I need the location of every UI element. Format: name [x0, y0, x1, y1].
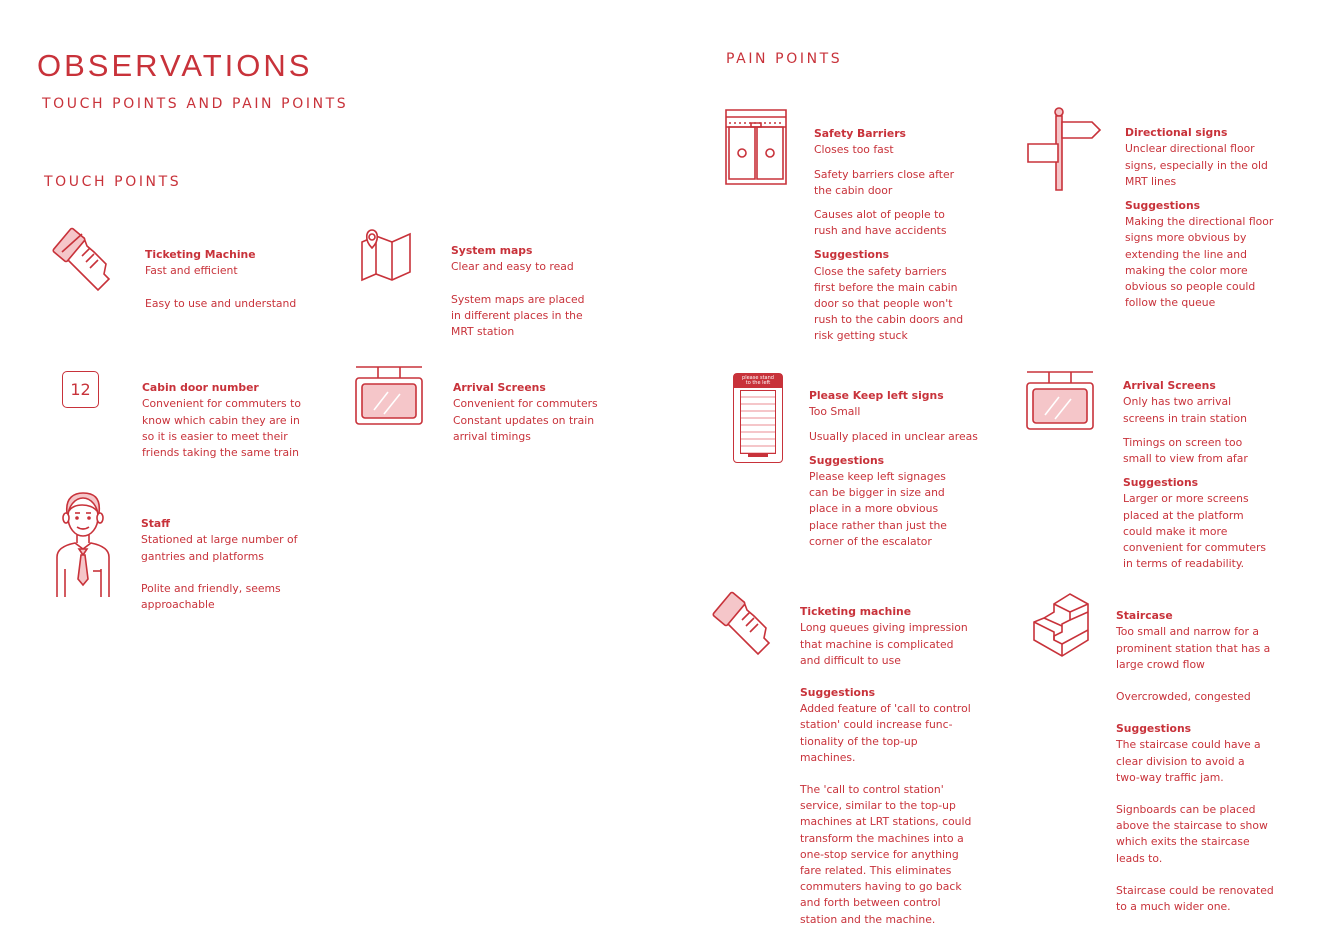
- pain-directional-sugg: Suggestions: [1125, 199, 1201, 213]
- touch-maps-text: [451, 227, 585, 340]
- pain-staircase-sugg-body: The staircase could have a clear division to avoid a two-way traffic jam.: [1116, 738, 1261, 784]
- pain-ticketing-p1: Long queues giving impression that machine is complicated and difficult to use: [800, 621, 968, 667]
- pain-arrival-sugg: Suggestions: [1123, 476, 1199, 490]
- pain-staircase-sugg-body3: Staircase could be renovated to a much wider one.: [1116, 883, 1274, 914]
- pain-arrival-title: Arrival Screens: [1123, 379, 1216, 393]
- escalator-steps: [740, 390, 776, 454]
- pain-ticketing-text: [800, 588, 971, 928]
- pain-keepleft-p2: Usually placed in unclear areas: [809, 429, 978, 443]
- pain-keepleft-sugg-body: Please keep left signages can be bigger in size and place in a more obvious place rather than just the corner of the escalator: [809, 470, 947, 548]
- signpost-icon: [1026, 106, 1102, 190]
- touch-cabin-title: Cabin door number: [142, 381, 259, 395]
- pain-keepleft-title: Please Keep left signs: [809, 389, 944, 403]
- pain-directional-sugg-body: Making the directional floor signs more obvious by extending the line and making the color more obvious so people could follow the queue: [1125, 215, 1274, 310]
- touch-cabin-text: [142, 364, 301, 461]
- pain-ticketing-sugg: Suggestions: [800, 686, 876, 700]
- safety-barrier-icon: [725, 109, 787, 185]
- keep-left-sign-icon: [733, 373, 783, 463]
- pain-staircase-p2: Overcrowded, congested: [1116, 690, 1251, 704]
- pain-safety-sugg-body: Close the safety barriers first before the main cabin door so that people won't rush to the cabin doors and risk getting stuck: [814, 264, 964, 343]
- touch-ticketing-text: [145, 231, 296, 312]
- page-title: OBSERVATIONS: [37, 48, 313, 83]
- touch-arrival-text: [453, 364, 598, 445]
- touch-staff-title: Staff: [141, 517, 170, 531]
- pain-safety-title: Safety Barriers: [814, 127, 906, 141]
- touch-arrival-title: Arrival Screens: [453, 381, 546, 395]
- pain-ticketing-sugg-body: Added feature of 'call to control station' could increase func- tionality of the top-up machines.: [800, 702, 971, 764]
- pain-arrival-sugg-body: Larger or more screens placed at the platform could make it more convenient for commuters in terms of readability.: [1123, 492, 1267, 571]
- pain-keepleft-sugg: Suggestions: [809, 453, 885, 467]
- staff-person-icon: [55, 491, 111, 599]
- pain-staircase-text: [1116, 592, 1274, 915]
- touch-maps-line2: System maps are placed in different places in the MRT station: [451, 292, 585, 339]
- staircase-icon: [1032, 592, 1090, 658]
- touch-staff-line1: Stationed at large number of gantries and platforms: [141, 533, 298, 563]
- pain-safety-p3: Causes alot of people to rush and have accidents: [814, 208, 947, 238]
- touch-ticketing-title: Ticketing Machine: [145, 248, 256, 262]
- arrival-screen-icon: [354, 364, 424, 426]
- pain-staircase-p1: Too small and narrow for a prominent station that has a large crowd flow: [1116, 625, 1271, 671]
- touch-staff-text: [141, 500, 297, 613]
- keep-left-sign-text: please stand to the left: [734, 374, 782, 388]
- pain-arrival-p1: Only has two arrival screens in train station: [1123, 395, 1247, 425]
- pain-staircase-sugg-body2: Signboards can be placed above the staircase to show which exits the staircase leads to.: [1116, 803, 1268, 865]
- hand-card-icon: [54, 224, 112, 292]
- touch-cabin-body: Convenient for commuters to know which cabin they are in so it is easier to meet their friends taking the same train: [142, 397, 301, 460]
- pain-safety-text: [814, 110, 963, 345]
- touch-ticketing-line1: Fast and efficient: [145, 264, 238, 278]
- door-number-icon: 12: [62, 371, 99, 408]
- pain-directional-p1: Unclear directional floor signs, especially in the old MRT lines: [1125, 142, 1268, 188]
- pain-staircase-title: Staircase: [1116, 609, 1173, 623]
- pain-directional-text: [1125, 109, 1273, 311]
- page-subtitle: TOUCH POINTS AND PAIN POINTS: [42, 96, 349, 112]
- touch-arrival-body: Convenient for commuters Constant updates on train arrival timings: [453, 397, 598, 443]
- touch-maps-title: System maps: [451, 244, 533, 258]
- pain-directional-title: Directional signs: [1125, 126, 1228, 140]
- pain-keepleft-p1: Too Small: [809, 405, 861, 419]
- pain-arrival-text: [1123, 362, 1266, 572]
- pain-staircase-sugg: Suggestions: [1116, 722, 1192, 736]
- touch-points-heading: TOUCH POINTS: [44, 174, 182, 190]
- arrival-screen-icon: [1025, 369, 1095, 431]
- pain-safety-p1: Closes too fast: [814, 143, 894, 157]
- touch-staff-line2: Polite and friendly, seems approachable: [141, 581, 281, 612]
- pain-safety-p2: Safety barriers close after the cabin door: [814, 167, 955, 197]
- pain-arrival-p2: Timings on screen too small to view from afar: [1123, 435, 1248, 466]
- pain-keepleft-text: [809, 372, 978, 550]
- pain-points-heading: PAIN POINTS: [726, 51, 843, 67]
- hand-card-icon: [714, 588, 772, 656]
- touch-ticketing-line2: Easy to use and understand: [145, 296, 297, 310]
- sign-base: [748, 453, 768, 457]
- pain-ticketing-sugg-body2: The 'call to control station' service, similar to the top-up machines at LRT stations, could transform the machines into a one-stop service for anything fare related. This eliminates commuters having to go back and forth between control station and the machine.: [800, 783, 972, 926]
- pain-ticketing-title: Ticketing machine: [800, 605, 912, 619]
- pain-safety-sugg: Suggestions: [814, 248, 890, 262]
- map-pin-icon: [360, 228, 412, 282]
- touch-maps-line1: Clear and easy to read: [451, 260, 574, 274]
